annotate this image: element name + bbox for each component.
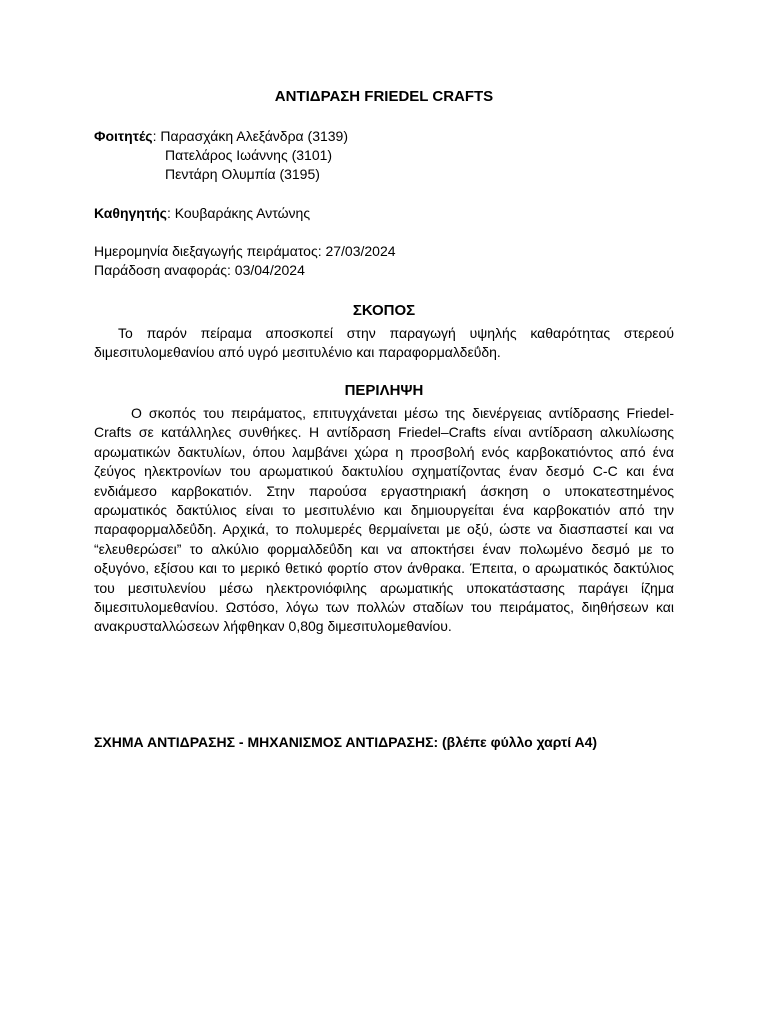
student-name: Παρασχάκη Αλεξάνδρα (3139) [160, 128, 349, 144]
students-line-1: Φοιτητές: Παρασχάκη Αλεξάνδρα (3139) [94, 128, 349, 144]
scope-paragraph: Το παρόν πείραμα αποσκοπεί στην παραγωγή υψηλής καθαρότητας στερεού διμεσιτυλομεθανίου από υγρό μεσιτυλένιο και παραφορμαλδεΰδη. [94, 325, 674, 361]
summary-heading: ΠΕΡΙΛΗΨΗ [344, 382, 424, 399]
students-label: Φοιτητές [94, 128, 153, 144]
summary-paragraph: Ο σκοπός του πειράματος, επιτυγχάνεται μέσω της διενέργειας αντίδρασης Friedel-Crafts σε κατάλληλες συνθήκες. Η αντίδραση Friedel–Crafts είναι αντίδραση αλκυλίωσης αρωματικών δακτυλίων, όπου λαμβάνει χώρα η προσβολή ενός καρβοκατιόντος από ένα ζεύγος ηλεκτρονίων του αρωματικού δακτυλίου σχηματίζοντας έναν δεσμό C-C και ένα ενδιάμεσο καρβοκατιόν. Στην παρούσα εργαστηριακή άσκηση ο υποκατεστημένος αρωματικός δακτύλιος είναι το μεσιτυλένιο και δημιουργείται ένα καρβοκατιόν από την παραφορμαλδεΰδη. Αρχικά, το πολυμερές θερμαίνεται με οξύ, ώστε να διασπαστεί και να “ελευθερώσει” το αλκύλιο φορμαλδεΰδη και να αποκτήσει έναν πολωμένο δεσμό με το οξυγόνο, εξίσου και το μερικό θετικό φορτίο στον άνθρακα. Έπειτα, ο αρωματικός δακτύλιος του μεσιτυλενίου μέσω ηλεκτρονιόφιλης αρωματικής υποκατάστασης παράγει ίζημα διμεσιτυλομεθανίου. Ωστόσο, λόγω των πολλών σταδίων του πειράματος, διηθήσεων και ανακρυσταλλώσεων λήφθηκαν 0,80g διμεσιτυλομεθανίου. [94, 405, 674, 635]
scope-heading: ΣΚΟΠΟΣ [352, 302, 416, 319]
report-date: Παράδοση αναφοράς: 03/04/2024 [94, 262, 305, 278]
reaction-scheme-line: ΣΧΗΜΑ ΑΝΤΙΔΡΑΣΗΣ - ΜΗΧΑΝΙΣΜΟΣ ΑΝΤΙΔΡΑΣΗΣ: (βλέπε φύλλο χαρτί Α4) [94, 734, 598, 750]
document-title: ΑΝΤΙΔΡΑΣΗ FRIEDEL CRAFTS [274, 88, 494, 105]
student-name: Πεντάρη Ολυμπία (3195) [165, 166, 320, 182]
professor-name: Κουβαράκης Αντώνης [174, 205, 311, 221]
student-name: Πατελάρος Ιωάννης (3101) [165, 147, 333, 163]
professor-line: Καθηγητής: Κουβαράκης Αντώνης [94, 205, 311, 221]
experiment-date: Ημερομηνία διεξαγωγής πειράματος: 27/03/2024 [94, 243, 396, 259]
professor-label: Καθηγητής [94, 205, 167, 221]
